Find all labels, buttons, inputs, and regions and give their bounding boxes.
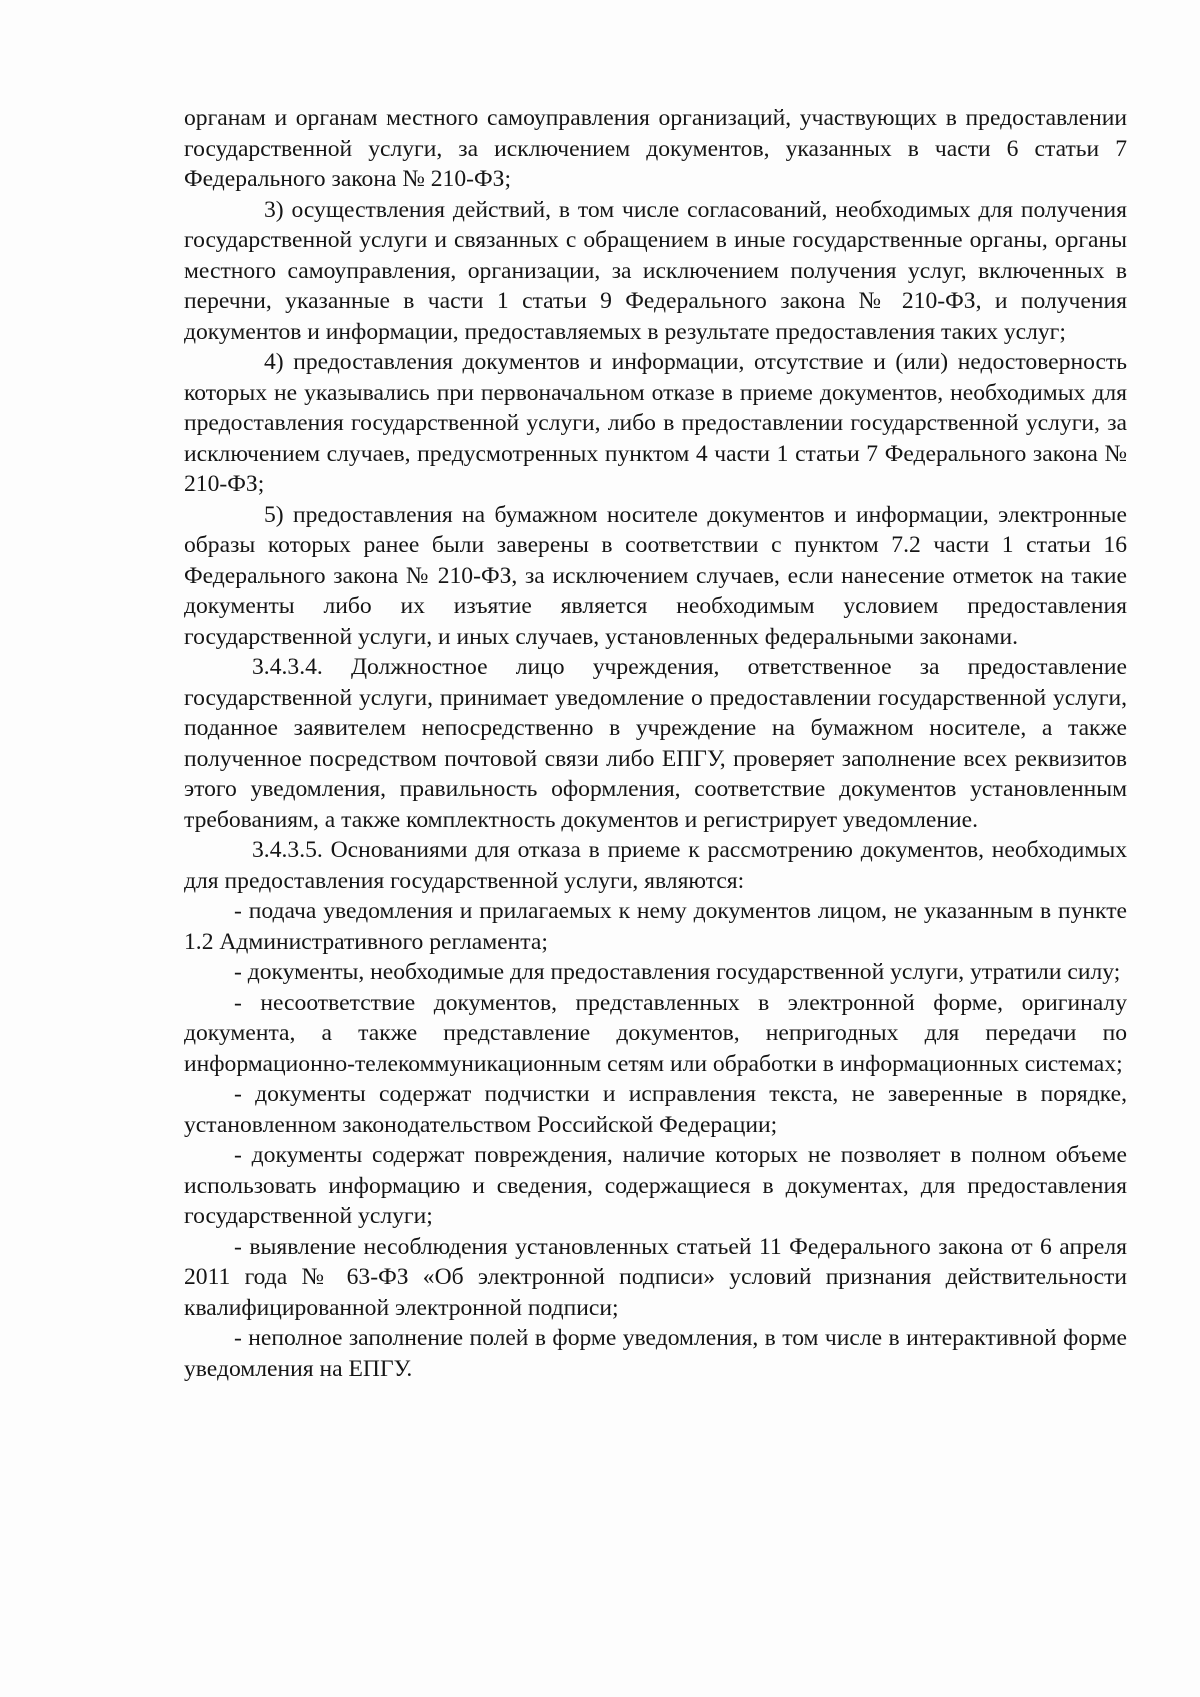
list-item-refusal-6: - выявление несоблюдения установленных статьей 11 Федерального закона от 6 апреля 2011 года № 63-ФЗ «Об электронной подписи» условий признания действительности квалифицированной электронной подписи;	[184, 1233, 1127, 1321]
paragraph-continuation: органам и органам местного самоуправления организаций, участвующих в предоставлении государственной услуги, за исключением документов, указанных в части 6 статьи 7 Федерального закона № 210-ФЗ;	[184, 105, 1127, 192]
list-item-refusal-4: - документы содержат подчистки и исправления текста, не заверенные в порядке, установленном законодательством Российской Федерации;	[184, 1081, 1127, 1138]
paragraph-item-4: 4) предоставления документов и информации, отсутствие и (или) недостоверность которых не указывались при первоначальном отказе в приеме документов, необходимых для предоставления государственной услуги, либо в предоставлении государственной услуги, за исключением случаев, предусмотренных пунктом 4 части 1 статьи 7 Федерального закона № 210-ФЗ;	[184, 349, 1127, 497]
paragraph-section-3-4-3-4: 3.4.3.4. Должностное лицо учреждения, ответственное за предоставление государственной услуги, принимает уведомление о предоставлении государственной услуги, поданное заявителем непосредственно в учреждение на бумажном носителе, а также полученное посредством почтовой связи либо ЕПГУ, проверяет заполнение всех реквизитов этого уведомления, правильность оформления, соответствие документов установленным требованиям, а также комплектность документов и регистрирует уведомление.	[184, 654, 1127, 833]
list-item-refusal-5: - документы содержат повреждения, наличие которых не позволяет в полном объеме использовать информацию и сведения, содержащиеся в документах, для предоставления государственной услуги;	[184, 1142, 1127, 1229]
paragraph-section-3-4-3-5: 3.4.3.5. Основаниями для отказа в приеме к рассмотрению документов, необходимых для предоставления государственной услуги, являются:	[184, 837, 1127, 894]
paragraph-item-5: 5) предоставления на бумажном носителе документов и информации, электронные образы которых ранее были заверены в соответствии с пунктом 7.2 части 1 статьи 16 Федерального закона № 210-ФЗ, за исключением случаев, если нанесение отметок на такие документы либо их изъятие является необходимым условием предоставления государственной услуги, и иных случаев, установленных федеральными законами.	[184, 501, 1127, 650]
paragraph-item-3: 3) осуществления действий, в том числе согласований, необходимых для получения государственной услуги и связанных с обращением в иные государственные органы, органы местного самоуправления, организации, за исключением получения услуг, включенных в перечни, указанные в части 1 статьи 9 Федерального закона № 210-ФЗ, и получения документов и информации, предоставляемых в результате предоставления таких услуг;	[184, 196, 1127, 345]
list-item-refusal-7: - неполное заполнение полей в форме уведомления, в том числе в интерактивной форме уведомления на ЕПГУ.	[184, 1325, 1127, 1382]
list-item-refusal-3: - несоответствие документов, представленных в электронной форме, оригиналу документа, а также представление документов, непригодных для передачи по информационно-телекоммуникационным сетям или обработки в информационных системах;	[184, 989, 1127, 1077]
list-item-refusal-1: - подача уведомления и прилагаемых к нему документов лицом, не указанным в пункте 1.2 Административного регламента;	[184, 898, 1127, 955]
list-item-refusal-2: - документы, необходимые для предоставления государственной услуги, утратили силу;	[234, 959, 1121, 985]
